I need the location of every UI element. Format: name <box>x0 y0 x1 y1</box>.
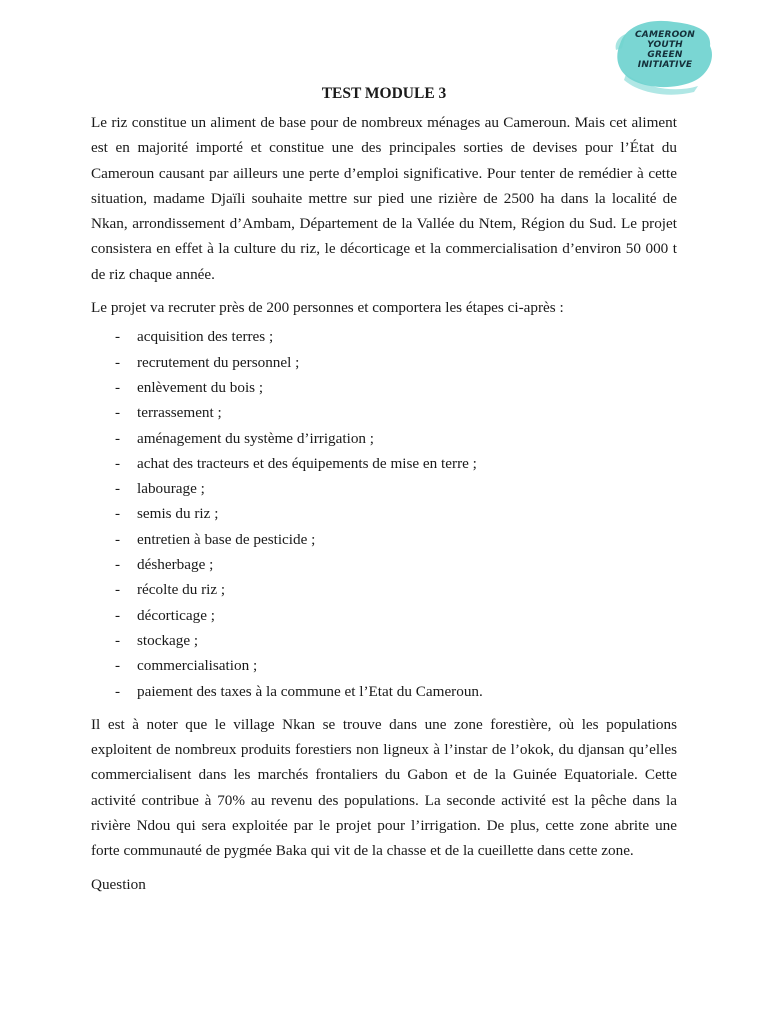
list-item-text: enlèvement du bois ; <box>137 378 264 396</box>
list-item <box>91 324 677 349</box>
list-item-text: décorticage ; <box>137 606 215 624</box>
bullet-dash: - <box>115 353 121 371</box>
logo-line: GREEN <box>647 50 683 60</box>
list-item <box>91 552 677 577</box>
bullet-dash: - <box>115 657 121 675</box>
list-item <box>91 451 677 476</box>
list-item-text: désherbage ; <box>137 556 214 574</box>
list-item <box>91 679 677 704</box>
list-item <box>91 375 677 400</box>
list-item-text: stockage ; <box>137 631 199 649</box>
list-item <box>91 501 677 526</box>
bullet-dash: - <box>115 631 121 649</box>
list-item <box>91 400 677 425</box>
document-title: TEST MODULE 3 <box>321 85 447 102</box>
list-item <box>91 603 677 628</box>
bullet-dash: - <box>115 328 121 346</box>
logo-line: CAMEROON <box>634 30 696 40</box>
bullet-dash: - <box>115 505 121 523</box>
list-item <box>91 350 677 375</box>
list-item-text: terrassement ; <box>137 404 222 422</box>
document-page <box>91 84 677 897</box>
list-item-text: aménagement du système d’irrigation ; <box>137 429 375 447</box>
list-item <box>91 628 677 653</box>
list-item-text: acquisition des terres ; <box>137 328 274 346</box>
list-item-text: récolte du riz ; <box>137 581 226 599</box>
bullet-dash: - <box>115 581 121 599</box>
bullet-dash: - <box>115 378 121 396</box>
list-item-text: entretien à base de pesticide ; <box>137 530 316 548</box>
logo-line: YOUTH <box>647 40 683 50</box>
list-item-text: achat des tracteurs et des équipements de mise en terre ; <box>137 454 477 472</box>
list-item-text: semis du riz ; <box>137 505 219 523</box>
context-paragraph: Il est à noter que le village Nkan se trouve dans une zone forestière, où les populations exploitent de nombreux produits forestiers non ligneux à l’instar de l’okok, du djansan qu’elles commercialisent dans les marchés frontaliers du Gabon et de la Guinée Equatoriale. Cette activité contribue à 70% au revenu des populations. La seconde activité est la pêche dans la rivière Ndou qui sera exploitée par le projet pour l’irrigation. De plus, cette zone abrite une forte communauté de pygmée Baka qui vit de la chasse et de la cueillette dans cette zone. <box>91 715 677 860</box>
list-item <box>91 527 677 552</box>
list-item-text: paiement des taxes à la commune et l’Etat du Cameroun. <box>137 682 483 700</box>
bullet-dash: - <box>115 429 121 447</box>
list-item <box>91 577 677 602</box>
logo-text <box>612 30 718 70</box>
bullet-dash: - <box>115 404 121 422</box>
bullet-dash: - <box>115 530 121 548</box>
list-item <box>91 476 677 501</box>
question-label: Question <box>91 875 146 893</box>
bullet-dash: - <box>115 480 121 498</box>
bullet-dash: - <box>115 682 121 700</box>
logo-line: INITIATIVE <box>637 60 693 70</box>
project-steps-list <box>91 324 677 703</box>
bullet-dash: - <box>115 606 121 624</box>
list-item-text: commercialisation ; <box>137 657 258 675</box>
bullet-dash: - <box>115 454 121 472</box>
list-item-text: recrutement du personnel ; <box>137 353 300 371</box>
bullet-dash: - <box>115 556 121 574</box>
list-item-text: labourage ; <box>137 480 205 498</box>
list-item <box>91 653 677 678</box>
list-item <box>91 426 677 451</box>
intro-paragraph: Le riz constitue un aliment de base pour de nombreux ménages au Cameroun. Mais cet aliment est en majorité importé et constitue une des principales sorties de devises pour l’État du Cameroun causant par ailleurs une perte d’emploi significative. Pour tenter de remédier à cette situation, madame Djaïli souhaite mettre sur pied une rizière de 2500 ha dans la localité de Nkan, arrondissement d’Ambam, Département de la Vallée du Ntem, Région du Sud. Le projet consistera en effet à la culture du riz, le décorticage et la commercialisation d’environ 50 000 t de riz chaque année. <box>91 114 677 283</box>
project-steps-intro: Le projet va recruter près de 200 personnes et comportera les étapes ci-après : <box>91 299 564 317</box>
